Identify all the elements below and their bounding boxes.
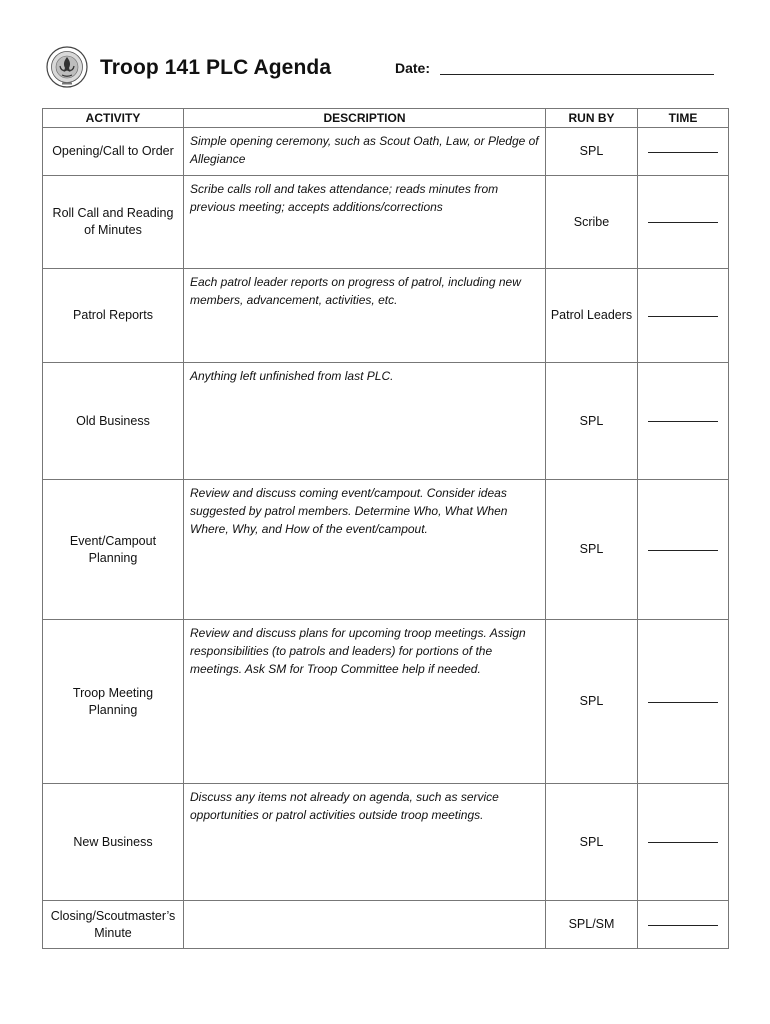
description-cell: Review and discuss plans for upcoming troop meetings. Assign responsibilities (to patrols and leaders) for portions of the meetings. Ask SM for Troop Committee help if needed. xyxy=(184,620,546,784)
table-row xyxy=(43,128,729,176)
run-by-cell: Scribe xyxy=(546,176,638,269)
description-cell: Scribe calls roll and takes attendance; reads minutes from previous meeting; accepts additions/corrections xyxy=(184,176,546,269)
page-title: Troop 141 PLC Agenda xyxy=(100,56,332,79)
time-cell[interactable] xyxy=(638,128,729,176)
table-row xyxy=(43,480,729,620)
activity-cell: Troop Meeting Planning xyxy=(43,620,184,784)
activity-cell: Closing/Scoutmaster’s Minute xyxy=(43,901,184,949)
activity-cell: Roll Call and Reading of Minutes xyxy=(43,176,184,269)
column-header-time: TIME xyxy=(638,109,729,128)
time-blank[interactable] xyxy=(648,222,718,223)
time-blank[interactable] xyxy=(648,316,718,317)
time-cell[interactable] xyxy=(638,269,729,363)
activity-cell: Opening/Call to Order xyxy=(43,128,184,176)
table-header-row xyxy=(43,109,729,128)
description-cell: Discuss any items not already on agenda, such as service opportunities or patrol activities outside troop meetings. xyxy=(184,784,546,901)
run-by-cell: SPL xyxy=(546,480,638,620)
time-blank[interactable] xyxy=(648,702,718,703)
run-by-cell: SPL xyxy=(546,620,638,784)
description-cell: Simple opening ceremony, such as Scout Oath, Law, or Pledge of Allegiance xyxy=(184,128,546,176)
date-label: Date: xyxy=(395,60,431,76)
time-cell[interactable] xyxy=(638,363,729,480)
activity-cell: Old Business xyxy=(43,363,184,480)
time-blank[interactable] xyxy=(648,925,718,926)
activity-cell: Patrol Reports xyxy=(43,269,184,363)
run-by-cell: SPL xyxy=(546,128,638,176)
time-cell[interactable] xyxy=(638,176,729,269)
column-header-run-by: RUN BY xyxy=(546,109,638,128)
time-blank[interactable] xyxy=(648,550,718,551)
table-row xyxy=(43,176,729,269)
run-by-cell: Patrol Leaders xyxy=(546,269,638,363)
run-by-cell: SPL xyxy=(546,363,638,480)
time-blank[interactable] xyxy=(648,842,718,843)
description-cell xyxy=(184,901,546,949)
table-row xyxy=(43,620,729,784)
agenda-table xyxy=(42,108,729,949)
time-cell[interactable] xyxy=(638,901,729,949)
table-row xyxy=(43,901,729,949)
description-cell: Review and discuss coming event/campout. Consider ideas suggested by patrol members. Determine Who, What When Where, Why, and How of the event/campout. xyxy=(184,480,546,620)
time-cell[interactable] xyxy=(638,784,729,901)
time-blank[interactable] xyxy=(648,152,718,153)
description-cell: Anything left unfinished from last PLC. xyxy=(184,363,546,480)
table-row xyxy=(43,784,729,901)
description-cell: Each patrol leader reports on progress of patrol, including new members, advancement, activities, etc. xyxy=(184,269,546,363)
time-cell[interactable] xyxy=(638,620,729,784)
run-by-cell: SPL xyxy=(546,784,638,901)
date-field[interactable] xyxy=(440,74,714,75)
table-row xyxy=(43,269,729,363)
activity-cell: Event/Campout Planning xyxy=(43,480,184,620)
table-row xyxy=(43,363,729,480)
time-cell[interactable] xyxy=(638,480,729,620)
column-header-description: DESCRIPTION xyxy=(184,109,546,128)
time-blank[interactable] xyxy=(648,421,718,422)
activity-cell: New Business xyxy=(43,784,184,901)
scouts-emblem-icon xyxy=(46,46,88,88)
column-header-activity: ACTIVITY xyxy=(43,109,184,128)
page-header xyxy=(46,46,726,92)
run-by-cell: SPL/SM xyxy=(546,901,638,949)
